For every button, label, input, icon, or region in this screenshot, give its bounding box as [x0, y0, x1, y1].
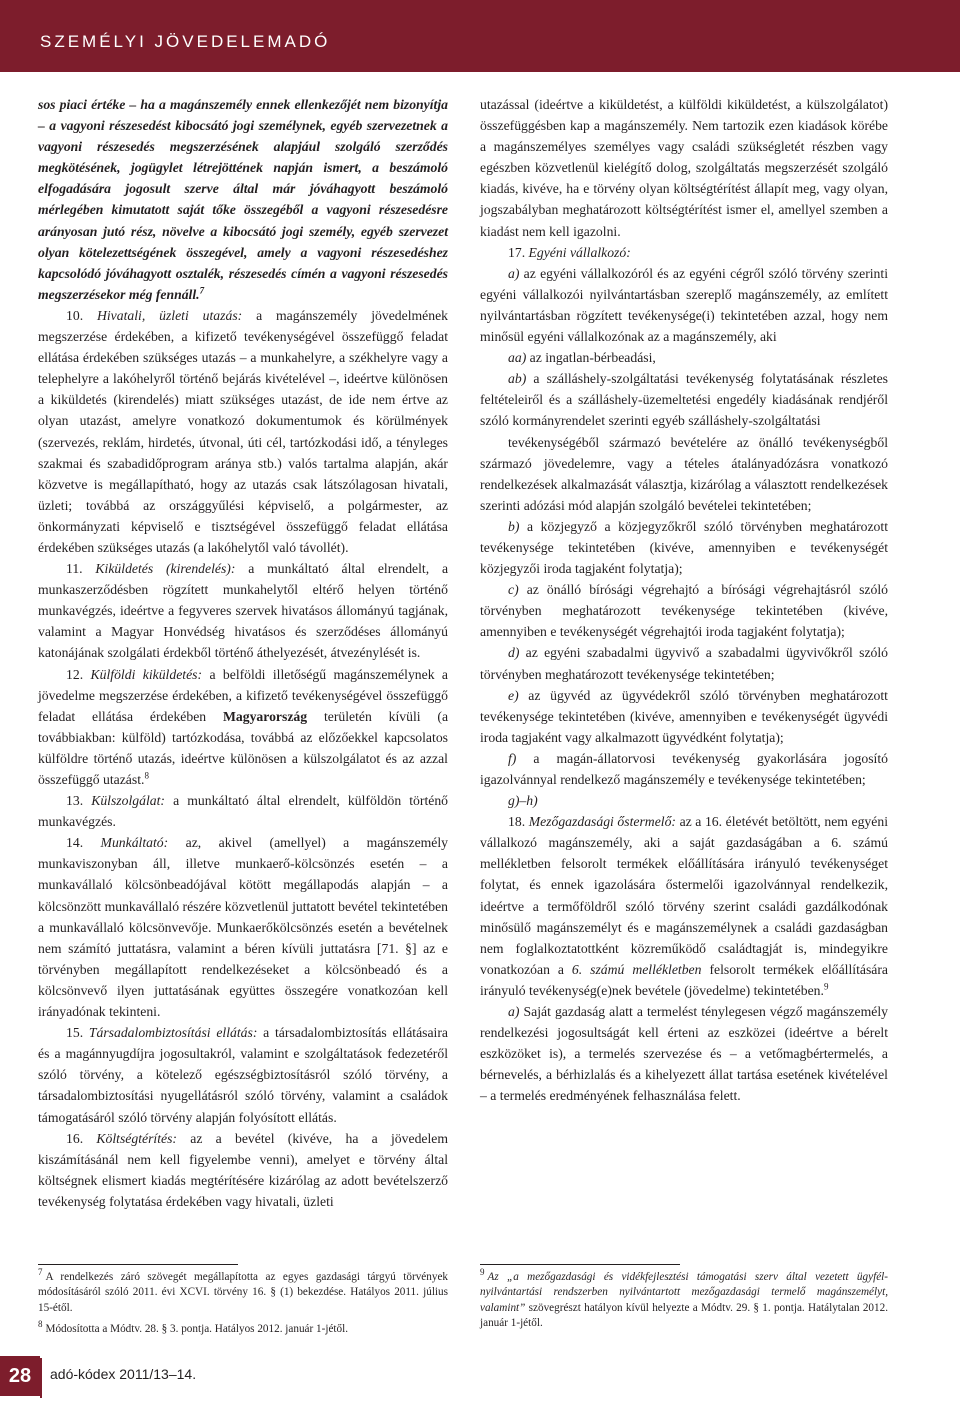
point-b	[480, 516, 888, 579]
point-text: az egyéni vállalkozóról és az egyéni cégről szóló törvény szerinti egyéni vállalkozói nyilvántartásban szereplő magánszemély, az említett nyilvántartásban rögzített tevékenysége(i) tekintetében azzal, hogy nem minősül egyéni vállalkozónak az a magánszemély, aki	[480, 265, 889, 345]
item-number: 16.	[66, 1130, 84, 1146]
left-column	[38, 94, 448, 1212]
point-label: d)	[508, 645, 520, 661]
point-text: a magán-állatorvosi tevékenység gyakorlására jogosító igazolvánnyal rendelkező magánszemély e tevékenysége tekintetében;	[480, 750, 889, 787]
item-number: 18.	[508, 814, 526, 830]
item-number: 12.	[66, 666, 84, 682]
point-text: Saját gazdaság alatt a termelést ténylegesen végző magánszemély rendelkezési jogosultságát kell érteni az eszközei (ideértve a bérelt eszközöket is), a termelés szervezése és – a vetőmagbértermelés, a bérnevelés, a bérhizlalás és a kihelyezett állat tartása esetének kivételével – a termelés eredményének felhasználása felett.	[480, 1004, 889, 1104]
point-aa	[480, 347, 888, 368]
item-number: 15.	[66, 1025, 84, 1041]
definition-text: az a bevétel (kivéve, ha a jövedelem kiszámításánál nem kell figyelembe venni), amelyet e törvény által költségnek elismert kiadás megtérítésére kizárólag az adott bevételszerző tevékenység folytatása érdekében vagy hivatali, üzleti	[38, 1130, 449, 1209]
term-munkaltato: Munkáltató:	[100, 835, 169, 851]
italic-reference: 6. számú mellékletben	[571, 961, 702, 977]
footnote-number: 7	[38, 1267, 43, 1278]
footnote-quoted-text: Az „a mezőgazdasági és vidékfejlesztési támogatási szerv által vezetett ügyfél-nyilvántartási rendszerben nyilvántartott mezőgazdasági termelő magánszemélyt, valamint”	[480, 1271, 888, 1314]
point-label: a)	[508, 1004, 520, 1020]
footnote-8	[38, 1319, 448, 1337]
section-title: SZEMÉLYI JÖVEDELEMADÓ	[40, 32, 331, 51]
point-label: ab)	[508, 371, 527, 387]
paragraph-continuation: utazással (ideértve a kiküldetést, a külföldi kiküldetést, a külszolgálatot) összefüggésben kap a magánszemély. Nem tartozik ezen kiadások körébe a magánszemélyes személyes vagy családi szükségletét részben vagy egészben közvetlenül kielégítő dolog, szolgáltatás megszerzését szolgáló kiadás, kivéve, ha e törvény olyan költségtérítést állapít meg, vagy olyan, jogszabályban meghatározott költségtérítést ismer el, amellyel szemben a kiadást nem kell igazolni.	[480, 97, 888, 239]
footnote-divider	[480, 1264, 680, 1265]
footnote-number: 9	[480, 1267, 485, 1278]
point-g-h	[480, 790, 888, 811]
definition-text: felsorolt termékek előállítására irányuló tevékenység(e)nek bevétele (jövedelme) tekintetében.	[480, 961, 888, 998]
footnote-7	[38, 1267, 448, 1316]
point-text: az egyéni szabadalmi ügyvivő a szabadalmi ügyvivőkről szóló törvényben meghatározott tevékenysége tekintetében;	[480, 645, 889, 682]
point-text: a szálláshely-szolgáltatási tevékenység folytatásának részletes feltételeiről és a szálláshely-üzemeltetési engedély kiadásának rendjéről szóló kormányrendelet szerinti egyéb szálláshely-szolgáltatási	[480, 371, 889, 429]
definition-text: a társadalombiztosítás ellátásaira és a magánnyugdíjra jogosultakról, valamint e szolgáltatások fedezetéről szóló törvény, a kötelező egészségbiztosításról szóló törvény, a társadalombiztosítási nyugellátásról szóló törvény, valamint a családok támogatásáról szóló törvény alapján folyósított ellátás.	[38, 1025, 448, 1125]
term-koltsegterites: Költségtérítés:	[96, 1130, 177, 1146]
definition-text: a munkáltató által elrendelt, külföldön történő munkavégzés.	[38, 793, 449, 830]
point-d	[480, 642, 888, 684]
footnote-ref-7: 7	[199, 285, 205, 296]
footnote-text: szövegrészt hatályon kívül helyezte a Módtv. 29. § 1. pontja. Hatálytalan 2012. január 1-jétől.	[480, 1301, 888, 1330]
term-kulfoldi-kikuldetes: Külföldi kiküldetés:	[90, 666, 203, 682]
item-number: 14.	[66, 835, 84, 851]
point-label: aa)	[508, 350, 527, 366]
footnote-ref-9: 9	[823, 981, 829, 992]
term-kulszolgalat: Külszolgálat:	[91, 793, 165, 809]
term-mezogazdasagi-ostermelo: Mezőgazdasági őstermelő:	[528, 814, 676, 830]
page-number: 28	[0, 1356, 40, 1396]
item-number: 11.	[66, 561, 83, 577]
footnote-ref-8: 8	[144, 770, 149, 781]
point-label: e)	[508, 687, 519, 703]
definition-text: a belföldi illetőségű magánszemélynek a jövedelme megszerzése érdekében, a kifizető tevékenységével összefüggő feladat ellátása érdekében	[38, 666, 449, 724]
point-label: g)–h)	[508, 793, 538, 809]
term-egyeni-vallalkozo: Egyéni vállalkozó:	[528, 244, 631, 260]
footnote-divider	[38, 1264, 238, 1265]
point-label: a)	[508, 265, 520, 281]
point-text: a közjegyző a közjegyzőkről szóló törvényben meghatározott tevékenysége tekintetében (kivéve, amennyiben e tevékenységét közjegyzői iroda tagjaként folytatja);	[480, 518, 888, 577]
definition-text: az, akivel (amellyel) a magánszemély munkaviszonyban áll, illetve munkaerő-kölcsönzés esetén – a munkavállaló kölcsönbeadójával kötött megállapodás alapján – a kölcsönzött munkavállaló részére közvetlenül juttatott bevétel tekintetében a munkavállaló kölcsönvevője. Munkaerőkölcsönzés esetén a bevételnek nem számító juttatásra, valamint a béren kívüli juttatásra [71. §] az e törvényben megállapított rendelkezéseket a kölcsönbeadó és a kölcsönvevő ilyen juttatásának együttes összegére vonatkozóan kell irányadónak tekinteni.	[38, 835, 449, 1020]
paragraph-17	[480, 242, 888, 263]
point-text: az ügyvéd az ügyvédekről szóló törvényben meghatározott tevékenysége tekintetében (kivéve, amennyiben e tevékenységét ügyvédi iroda tagjaként vagy alkalmazott ügyvédként folytatja);	[480, 687, 888, 745]
point-ab	[480, 368, 888, 431]
footnote-number: 8	[38, 1319, 43, 1330]
term-hivatali-utazas: Hivatali, üzleti utazás:	[96, 307, 243, 323]
point-text: az ingatlan-bérbeadási,	[529, 350, 656, 366]
term-kikuldetes: Kiküldetés (kirendelés):	[95, 561, 236, 577]
paragraph-16	[38, 1128, 448, 1212]
definition-text: területén kívüli (a továbbiakban: külföld) tartózkodása, továbbá az előzőekkel kapcsolatos külföldre történő utazás, ideértve különösen a külszolgálatot és az azzal összefüggő utazást.	[38, 708, 449, 787]
paragraph-15	[38, 1022, 448, 1127]
paragraph-lead	[38, 94, 448, 305]
item-number: 10.	[66, 307, 84, 323]
paragraph-10	[38, 305, 448, 558]
paragraph-14	[38, 832, 448, 1022]
definition-text: a munkáltató által elrendelt, a munkaszerződésben rögzített munkahelytől eltérő helyen történő munkavégzés, ideértve a fegyveres szervek hivatásos állományú tagjának, valamint a Magyar Honvédség hivatásos és szerződéses állományú katonájának szolgálati érdekből történő áthelyezését, átvezénylését is.	[38, 561, 449, 661]
definition-text: az a 16. életévét betöltött, nem egyéni vállalkozó magánszemély, aki a saját gazdaságában a 6. számú mellékletben felsorolt termékek előállítására irányuló tevékenységet folytat, és ennek igazolására őstermelői igazolvánnyal rendelkezik, ideértve a termőföldről szóló törvény szerint családi gazdálkodónak minősülő magánszemélyt és e magánszemélynek a családi gazdaságban nem foglalkoztatottként közreműködő családtagját is, mindegyikre vonatkozóan a	[480, 814, 889, 977]
footnote-9	[480, 1267, 888, 1332]
footnote-text: Módosította a Módtv. 28. § 3. pontja. Hatályos 2012. január 1-jétől.	[45, 1323, 349, 1335]
item-number: 13.	[66, 793, 84, 809]
point-label: c)	[508, 582, 519, 598]
point-text: az önálló bírósági végrehajtó a bírósági végrehajtásról szóló törvényben meghatározott tevékenysége tekintetében (kivéve, amennyiben e tevékenységét végrehajtói iroda tagjaként folytatja);	[480, 582, 888, 640]
point-17-a	[480, 263, 888, 347]
paragraph-18	[480, 811, 888, 1001]
footer-divider	[40, 1358, 42, 1398]
paragraph-11	[38, 558, 448, 663]
point-label: b)	[508, 518, 520, 534]
item-number: 17.	[508, 244, 526, 260]
point-label: f)	[508, 750, 517, 766]
definition-text: a magánszemély jövedelmének megszerzése érdekében, a kifizető tevékenységével összefüggő feladat ellátása érdekében szükséges utazás – a munkahelyre, a székhelyre vagy a telephelyre a lakóhelyről történő bejárás kivételével –, ideértve különösen a kiküldetés (kirendelés) miatt szükséges utazást, de ide nem értve az olyan utazást, amelyre vonatkozó dokumentumok és körülmények (szervezés, reklám, hirdetés, útvonal, úti cél, tartózkodási idő, a tényleges szakmai és szabadidőprogram aránya stb.) valós tartalma alapján, akár közvetve is megállapítható, hogy az utazás csak látszólagosan hivatali, üzleti; továbbá az országgyűlési képviselő, a polgármester, az önkormányzati képviselő e tisztségével összefüggő feladat ellátása érdekében szükséges utazás (a lakóhelytől való távollét).	[38, 307, 449, 555]
publication-name: adó-kódex 2011/13–14.	[50, 1366, 197, 1382]
right-column	[480, 94, 888, 1107]
point-c	[480, 579, 888, 642]
point-e	[480, 685, 888, 748]
paragraph-13	[38, 790, 448, 832]
point-18-a	[480, 1001, 888, 1106]
lead-text: sos piaci értéke – ha a magánszemély ennek ellenkezőjét nem bizonyítja – a vagyoni részesedést kibocsátó jogi személynek, egyéb szervezetnek a vagyoni részesedés megszerzésének alapjául szolgáló szerződés megkötésének, jogügylet létrejöttének napján ismert, a beszámoló elfogadására jogosult szerve által már jóváhagyott beszámoló mérlegében kimutatott saját tőke összegéből a vagyoni részesedésre arányosan jutó rész, növelve a kibocsátó jogi személy, egyéb szervezet olyan kötelezettségének összegével, amely a vagyoni részesedéshez kapcsolódó jóváhagyott osztalék, részesedés címén a vagyoni részesedés megszerzésekor még fennáll.	[38, 97, 448, 302]
footnote-text: A rendelkezés záró szövegét megállapította az egyes gazdasági tárgyú törvények módosításáról szóló 2011. évi XCVI. törvény 16. § (1) bekezdése. Hatályos 2011. július 15-étől.	[38, 1271, 448, 1314]
paragraph-12	[38, 664, 448, 791]
bold-term: Magyarország	[222, 708, 308, 724]
paragraph-activity: tevékenységéből származó bevételére az önálló tevékenységből származó jövedelemre, vagy a tételes átalányadózásra vonatkozó rendelkezések alkalmazását választja, kizárólag a választott rendelkezések szerinti adózási mód alapján szolgáló bevételei tekintetében;	[480, 434, 888, 513]
term-tarsadalombiztositasi-ellatas: Társadalombiztosítási ellátás:	[88, 1025, 258, 1041]
point-f	[480, 748, 888, 790]
